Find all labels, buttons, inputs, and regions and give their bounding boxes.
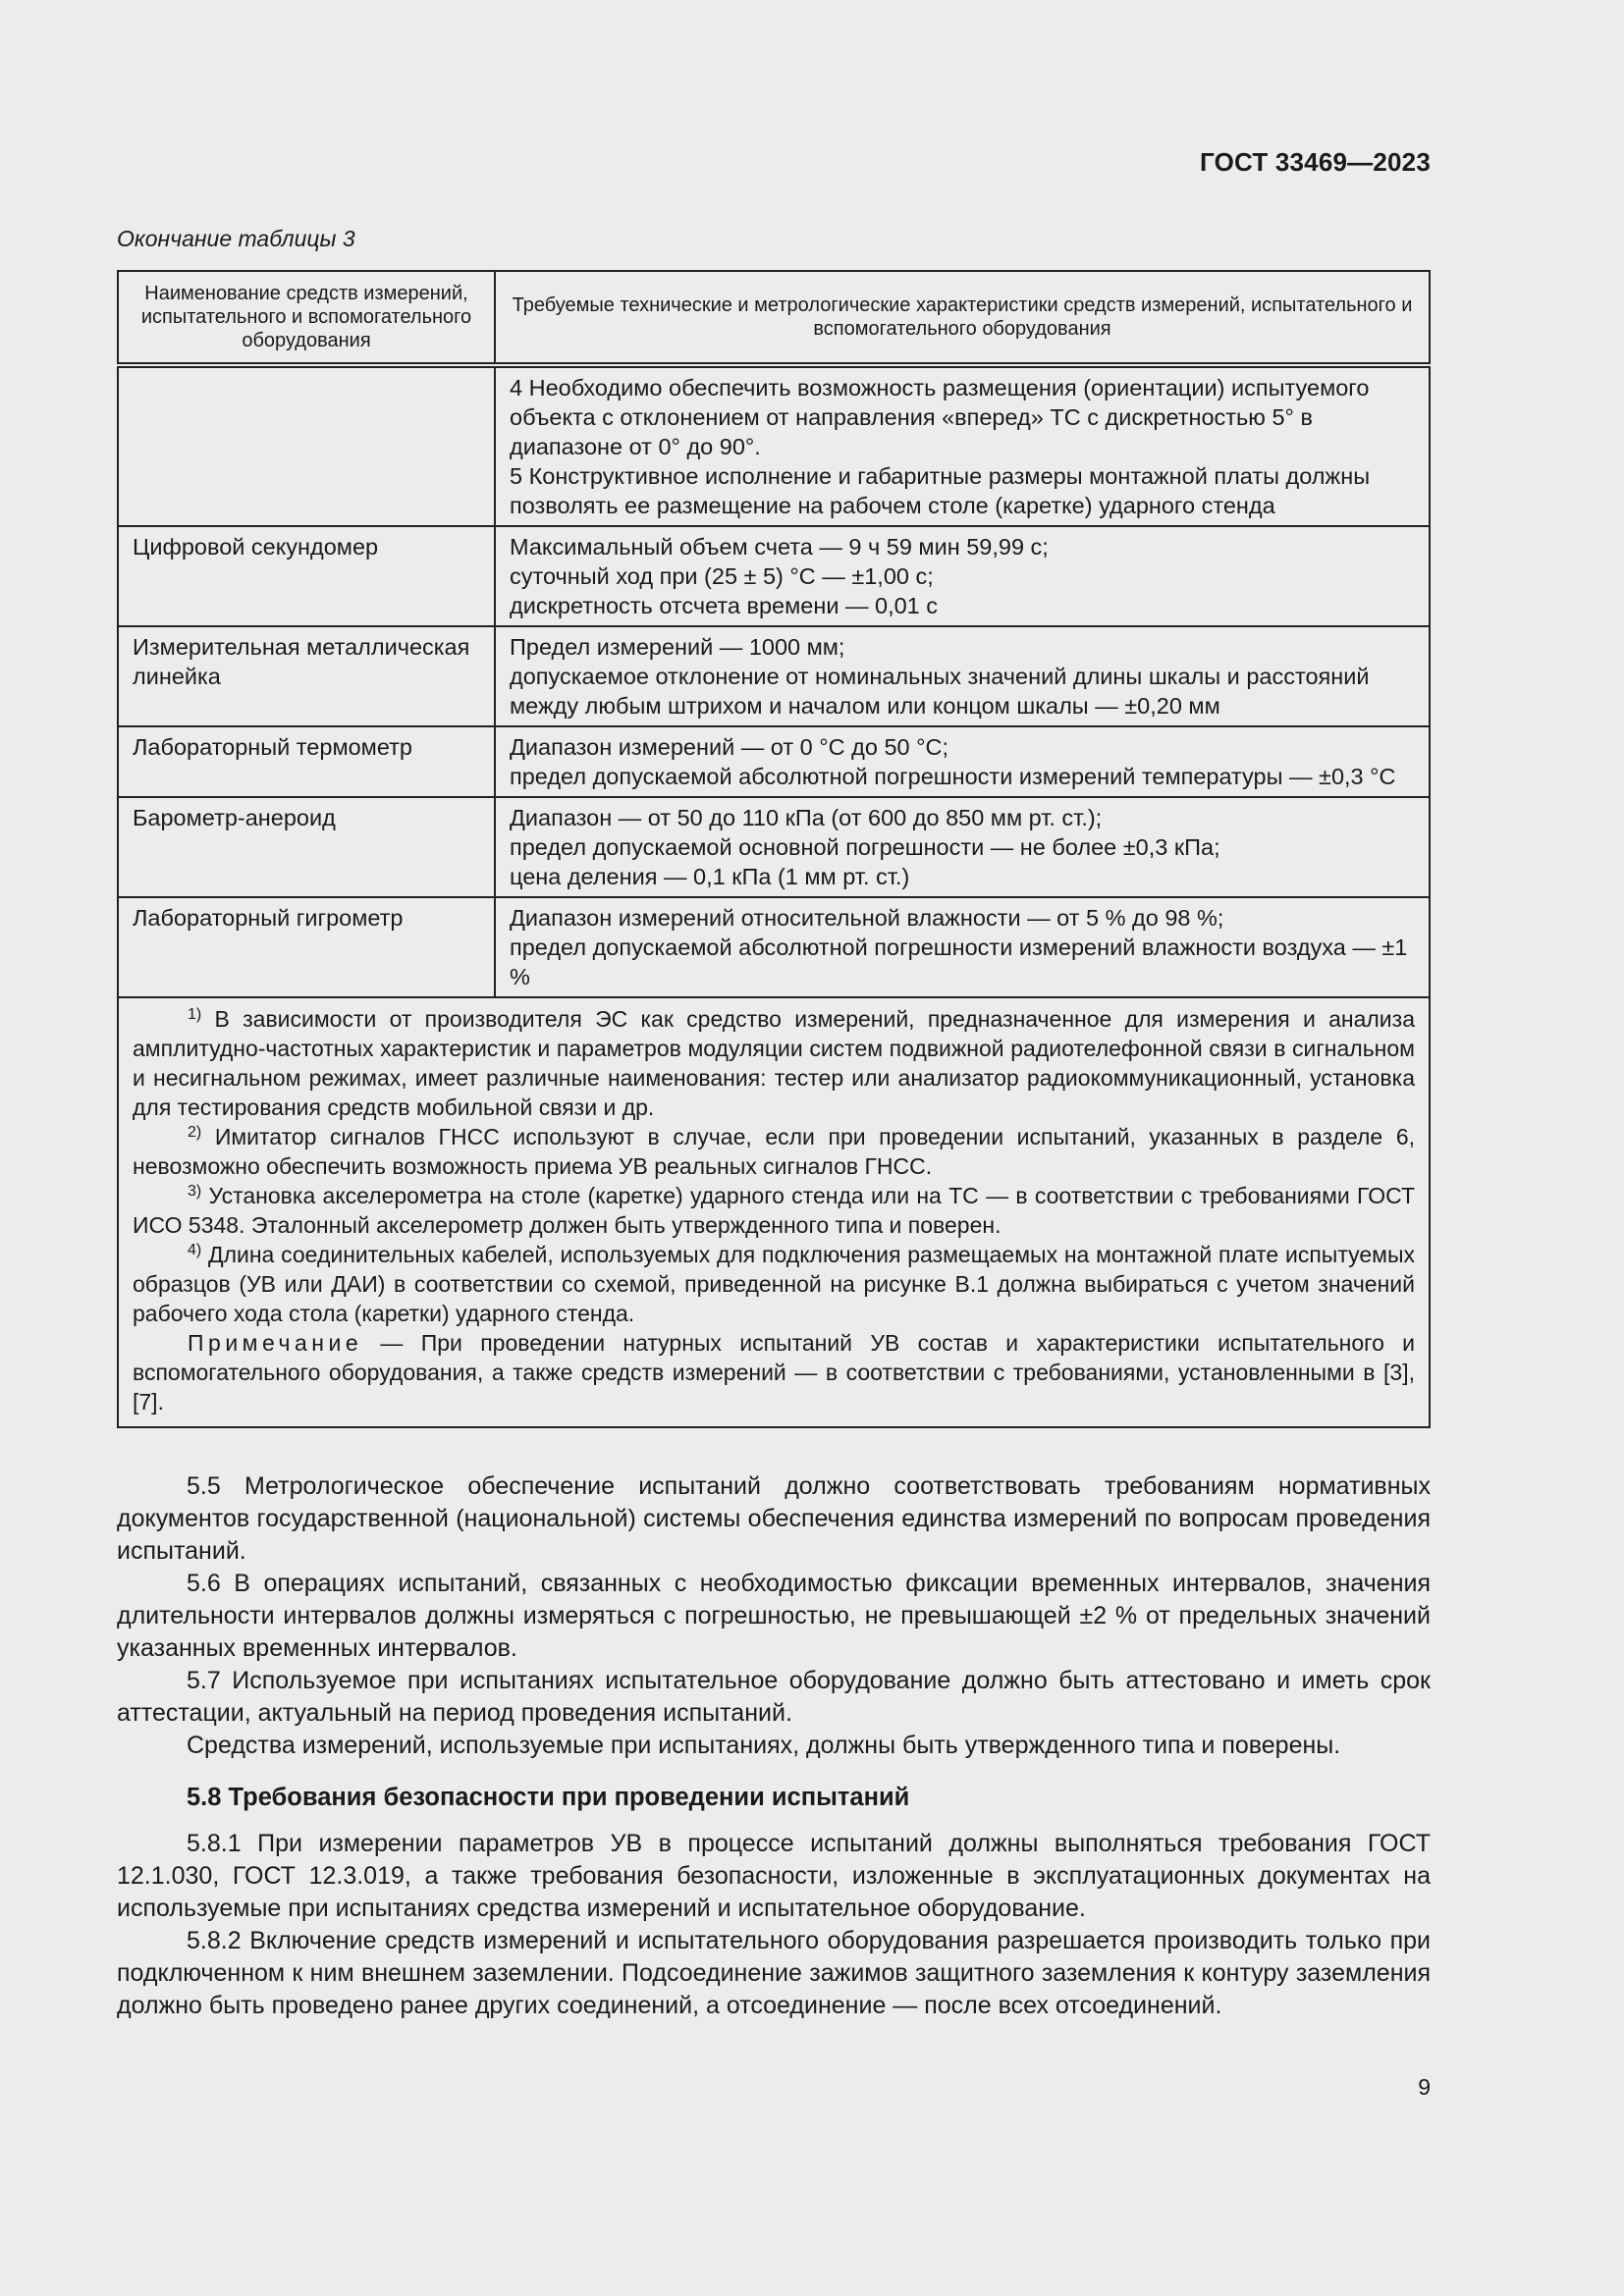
paragraph-5-8-1: 5.8.1 При измерении параметров УВ в процессе испытаний должны выполняться требования ГОСТ 12.1.030, ГОСТ 12.3.019, а также требования безопасности, изложенные в эксплуатационных документах на используемые при испытаниях средства измерений и испытательное оборудование. [117, 1830, 1431, 1922]
footnotes-row [118, 997, 1430, 1427]
spec-line: предел допускаемой основной погрешности — не более ±0,3 кПа; [510, 834, 1220, 860]
column-header-specs: Требуемые технические и метрологические характеристики средств измерений, испытательного и вспомогательного оборудования [495, 271, 1430, 365]
table-row [118, 626, 1430, 726]
footnote [133, 1004, 1415, 1122]
row-specs [495, 365, 1430, 526]
footnotes-cell [118, 997, 1430, 1427]
footnote-mark: 3) [188, 1183, 202, 1200]
paragraph-5-6: 5.6 В операциях испытаний, связанных с необходимостью фиксации временных интервалов, значения длительности интервалов должны измеряться с погрешностью, не превышающей ±2 % от предельных значений указанных временных интервалов. [117, 1570, 1431, 1662]
table-row [118, 726, 1430, 797]
spec-line: цена деления — 0,1 кПа (1 мм рт. ст.) [510, 864, 910, 889]
paragraph-5-8-2: 5.8.2 Включение средств измерений и испытательного оборудования разрешается производить только при подключенном к ним внешнем заземлении. Подсоединение зажимов защитного заземления к контуру заземления должно быть проведено ранее других соединений, а отсоединение — после всех отсоединений. [117, 1927, 1431, 2019]
equipment-table [117, 270, 1431, 1428]
spec-line: допускаемое отклонение от номинальных значений длины шкалы и расстояний между любым штрихом и началом или концом шкалы — ±0,20 мм [510, 664, 1370, 719]
spec-line: 5 Конструктивное исполнение и габаритные размеры монтажной платы должны позволять ее размещение на рабочем столе (каретке) ударного стенда [510, 463, 1371, 518]
row-name: Измерительная металлическая линейка [118, 626, 495, 726]
table-row [118, 797, 1430, 897]
row-name: Барометр-анероид [118, 797, 495, 897]
footnote-mark: 4) [188, 1242, 202, 1258]
row-specs [495, 526, 1430, 626]
table-row [118, 526, 1430, 626]
page-number: 9 [1418, 2074, 1431, 2100]
spec-line: предел допускаемой абсолютной погрешности измерений влажности воздуха — ±1 % [510, 934, 1408, 989]
row-name: Лабораторный термометр [118, 726, 495, 797]
footnote-text: В зависимости от производителя ЭС как средство измерений, предназначенное для измерения и анализа амплитудно-частотных характеристик и параметров модуляции систем подвижной радиотелефонной связи в сигнальном и несигнальном режимах, имеет различные наименования: тестер или анализатор радиокоммуникационный, установка для тестирования средств мобильной связи и др. [133, 1006, 1415, 1120]
spec-line: Диапазон измерений относительной влажности — от 5 % до 98 %; [510, 905, 1224, 931]
standard-code: ГОСТ 33469—2023 [1200, 147, 1431, 177]
spec-line: Диапазон — от 50 до 110 кПа (от 600 до 850 мм рт. ст.); [510, 805, 1103, 830]
footnote [133, 1240, 1415, 1328]
footnote-mark: 1) [188, 1006, 202, 1023]
table-header-row [118, 271, 1430, 365]
spec-line: Предел измерений — 1000 мм; [510, 634, 845, 660]
column-header-name: Наименование средств измерений, испытательного и вспомогательного оборудования [118, 271, 495, 365]
row-name: Лабораторный гигрометр [118, 897, 495, 997]
footnote-text: Установка акселерометра на столе (каретке) ударного стенда или на ТС — в соответствии с требованиями ГОСТ ИСО 5348. Эталонный акселерометр должен быть утвержденного типа и поверен. [133, 1183, 1416, 1238]
row-specs [495, 897, 1430, 997]
paragraph-5-5: 5.5 Метрологическое обеспечение испытаний должно соответствовать требованиям нормативных документов государственной (национальной) системы обеспечения единства измерений по вопросам проведения испытаний. [117, 1472, 1431, 1565]
table-note [133, 1328, 1415, 1416]
spec-line: Диапазон измерений — от 0 °С до 50 °С; [510, 734, 949, 760]
table-row [118, 365, 1430, 526]
footnote [133, 1181, 1415, 1240]
row-specs [495, 626, 1430, 726]
section-heading-5-8: 5.8 Требования безопасности при проведении испытаний [187, 1784, 910, 1811]
paragraph-5-7-measuring: Средства измерений, используемые при испытаниях, должны быть утвержденного типа и поверены. [187, 1732, 1341, 1759]
body-text [117, 1470, 1431, 2022]
note-label: Примечание [188, 1330, 363, 1356]
row-specs [495, 726, 1430, 797]
table-caption: Окончание таблицы 3 [117, 226, 355, 251]
paragraph-5-7: 5.7 Используемое при испытаниях испытательное оборудование должно быть аттестовано и иметь срок аттестации, актуальный на период проведения испытаний. [117, 1667, 1431, 1727]
footnote-text: Имитатор сигналов ГНСС используют в случае, если при проведении испытаний, указанных в разделе 6, невозможно обеспечить возможность приема УВ реальных сигналов ГНСС. [133, 1124, 1415, 1179]
footnote-mark: 2) [188, 1124, 202, 1141]
spec-line: предел допускаемой абсолютной погрешности измерений температуры — ±0,3 °С [510, 764, 1396, 789]
footnote-text: Длина соединительных кабелей, используемых для подключения размещаемых на монтажной плате испытуемых образцов (УВ или ДАИ) в соответствии со схемой, приведенной на рисунке В.1 должна выбираться с учетом значений рабочего хода стола (каретки) ударного стенда. [133, 1242, 1416, 1326]
row-name: Цифровой секундомер [118, 526, 495, 626]
table-row [118, 897, 1430, 997]
spec-line: суточный ход при (25 ± 5) °С — ±1,00 с; [510, 563, 934, 589]
spec-line: Максимальный объем счета — 9 ч 59 мин 59,99 с; [510, 534, 1049, 560]
footnote [133, 1122, 1415, 1181]
spec-line: 4 Необходимо обеспечить возможность размещения (ориентации) испытуемого объекта с отклонением от направления «вперед» ТС с дискретностью 5° в диапазоне от 0° до 90°. [510, 375, 1370, 459]
row-name [118, 365, 495, 526]
note-text: — При проведении натурных испытаний УВ состав и характеристики испытательного и вспомогательного оборудования, а также средств измерений — в соответствии с требованиями, установленными в [3], [7]. [133, 1330, 1415, 1415]
row-specs [495, 797, 1430, 897]
spec-line: дискретность отсчета времени — 0,01 с [510, 593, 939, 618]
